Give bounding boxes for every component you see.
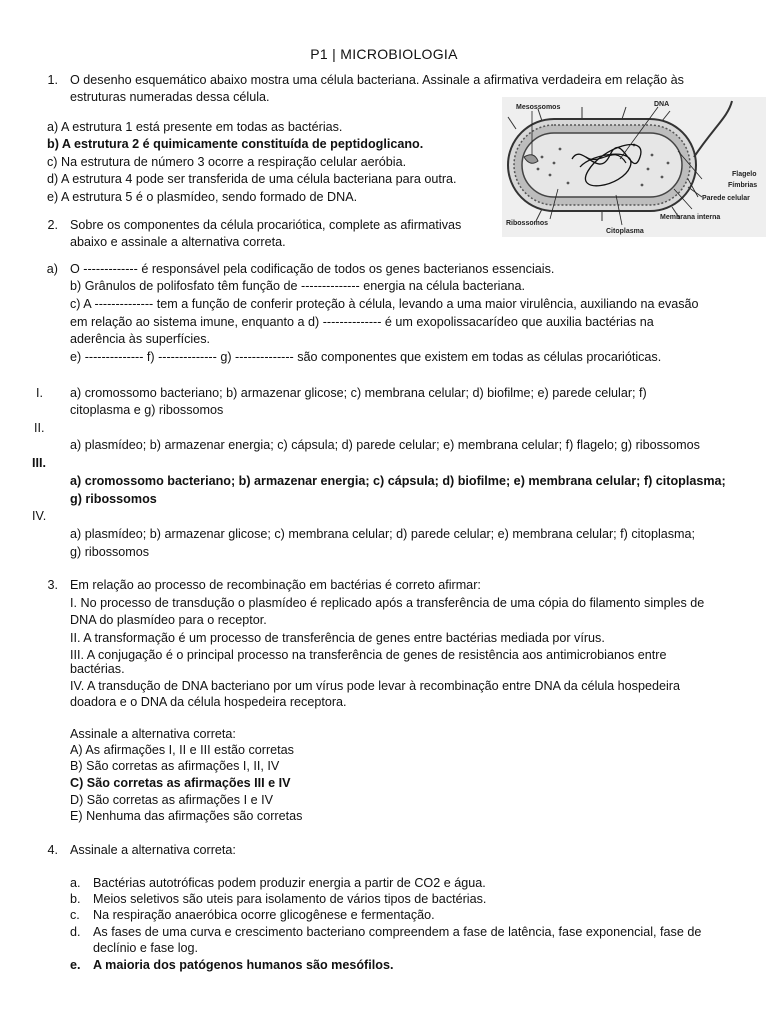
q4-option-b: Meios seletivos são uteis para isolamento de vários tipos de bactérias. bbox=[93, 892, 487, 906]
q1-number: 1. bbox=[47, 73, 58, 87]
q4-option-a: Bactérias autotróficas podem produzir energia a partir de CO2 e água. bbox=[93, 876, 486, 890]
alt-iii-line-2: g) ribossomos bbox=[70, 492, 157, 506]
q3-line-3: DNA do plasmídeo para o receptor. bbox=[70, 613, 267, 627]
q3-line-4: II. A transformação é um processo de transferência de genes entre bactérias mediada por vírus. bbox=[70, 631, 605, 645]
q4-letter-c: c. bbox=[70, 908, 80, 922]
q4-letter-a: a. bbox=[70, 876, 81, 890]
q2-line-a: O ------------- é responsável pela codificação de todos os genes bacterianos essenciais. bbox=[70, 262, 555, 276]
q1-option-a: a) A estrutura 1 está presente em todas as bactérias. bbox=[47, 120, 343, 134]
q3-option-a: A) As afirmações I, II e III estão corretas bbox=[70, 743, 294, 757]
q1-option-e: e) A estrutura 5 é o plasmídeo, sendo formado de DNA. bbox=[47, 190, 358, 204]
alt-iv-line-2: g) ribossomos bbox=[70, 545, 150, 559]
label-citoplasma: Citoplasma bbox=[606, 228, 644, 235]
q3-number: 3. bbox=[47, 578, 58, 592]
alt-i-line-2: citoplasma e g) ribossomos bbox=[70, 403, 224, 417]
q4-option-e: A maioria dos patógenos humanos são mesófilos. bbox=[93, 958, 394, 972]
q2-line-b: b) Grânulos de polifosfato têm função de -------------- energia na célula bacteriana. bbox=[70, 279, 525, 293]
label-parede: Parede celular bbox=[702, 195, 750, 202]
alt-iv-numeral: IV. bbox=[32, 509, 47, 523]
q3-option-d: D) São corretas as afirmações I e IV bbox=[70, 793, 273, 807]
q2-line-e: aderência às superfícies. bbox=[70, 332, 211, 346]
q1-option-c: c) Na estrutura de número 3 ocorre a respiração celular aeróbia. bbox=[47, 155, 407, 169]
q2-stem: Sobre os componentes da célula procariótica, complete as afirmativas abaixo e assinale a alternativa correta. bbox=[70, 218, 462, 249]
q4-number: 4. bbox=[47, 843, 58, 857]
label-ribossomos: Ribossomos bbox=[506, 220, 549, 227]
label-mesossomos: Mesossomos bbox=[516, 104, 561, 111]
q3-line-6: bactérias. bbox=[70, 662, 125, 676]
q4-option-d-line-2: declínio e fase log. bbox=[93, 941, 199, 955]
q1-stem: O desenho esquemático abaixo mostra uma célula bacteriana. Assinale a afirmativa verdadeira em relação às estruturas numeradas dessa célula. bbox=[70, 73, 684, 104]
q3-prompt: Assinale a alternativa correta: bbox=[70, 727, 236, 741]
q3-option-e: E) Nenhuma das afirmações são corretas bbox=[70, 809, 303, 823]
q4-option-d-line-1: As fases de uma curva e crescimento bacteriano compreendem a fase de latência, fase exponencial, fase de bbox=[93, 925, 702, 939]
q1-option-b: b) A estrutura 2 é quimicamente constituída de peptidoglicano. bbox=[47, 137, 424, 151]
bacterial-cell-diagram bbox=[502, 97, 766, 237]
q3-option-c: C) São corretas as afirmações III e IV bbox=[70, 776, 291, 790]
page-title: P1 | MICROBIOLOGIA bbox=[310, 46, 458, 62]
label-membrana: Membrana interna bbox=[660, 214, 721, 221]
q3-line-1: Em relação ao processo de recombinação em bactérias é correto afirmar: bbox=[70, 578, 481, 592]
q3-line-7: IV. A transdução de DNA bacteriano por um vírus pode levar à recombinação entre DNA da célula hospedeira bbox=[70, 679, 680, 693]
alt-iv-line-1: a) plasmídeo; b) armazenar glicose; c) membrana celular; d) parede celular; e) membrana celular; f) citoplasma; bbox=[70, 527, 696, 541]
alt-ii-line-1: a) plasmídeo; b) armazenar energia; c) cápsula; d) parede celular; e) membrana celular; f) flagelo; g) ribossomos bbox=[70, 438, 700, 452]
q3-line-5: III. A conjugação é o principal processo na transferência de genes de resistência aos antimicrobianos entre bbox=[70, 648, 667, 662]
q1-option-d: d) A estrutura 4 pode ser transferida de uma célula bacteriana para outra. bbox=[47, 172, 457, 186]
q3-line-2: I. No processo de transdução o plasmídeo é replicado após a transferência de uma cópia do filamento simples de bbox=[70, 596, 705, 610]
alt-iii-line-1: a) cromossomo bacteriano; b) armazenar energia; c) cápsula; d) biofilme; e) membrana celular; f) citoplasma; bbox=[70, 474, 726, 488]
bacterial-cell-figure bbox=[502, 97, 766, 237]
q3-option-b: B) São corretas as afirmações I, II, IV bbox=[70, 759, 280, 773]
q4-option-c: Na respiração anaeróbica ocorre glicogênese e fermentação. bbox=[93, 908, 435, 922]
q4-letter-b: b. bbox=[70, 892, 81, 906]
alt-ii-numeral: II. bbox=[34, 421, 45, 435]
q2-line-f: e) -------------- f) -------------- g) -------------- são componentes que existem em todas as células procarióticas. bbox=[70, 350, 662, 364]
label-fimbrias: Fímbrias bbox=[728, 182, 758, 189]
q2-line-c: c) A -------------- tem a função de conferir proteção à célula, levando a uma maior virulência, auxiliando na evasão bbox=[70, 297, 699, 311]
alt-i-numeral: I. bbox=[36, 386, 43, 400]
q2-marker: a) bbox=[46, 262, 58, 276]
q3-line-8: doadora e o DNA da célula hospedeira receptora. bbox=[70, 695, 347, 709]
alt-i-line-1: a) cromossomo bacteriano; b) armazenar glicose; c) membrana celular; d) biofilme; e) parede celular; f) bbox=[70, 386, 647, 400]
q4-letter-e: e. bbox=[70, 958, 81, 972]
alt-iii-numeral: III. bbox=[32, 456, 46, 470]
q4-stem: Assinale a alternativa correta: bbox=[70, 843, 236, 857]
q2-line-d: em relação ao sistema imune, enquanto a d) -------------- é um exopolissacarídeo que auxilia bactérias na bbox=[70, 315, 654, 329]
q4-letter-d: d. bbox=[70, 925, 81, 939]
label-flagelo: Flagelo bbox=[732, 171, 757, 178]
q2-number: 2. bbox=[47, 218, 58, 232]
label-dna: DNA bbox=[654, 101, 670, 108]
